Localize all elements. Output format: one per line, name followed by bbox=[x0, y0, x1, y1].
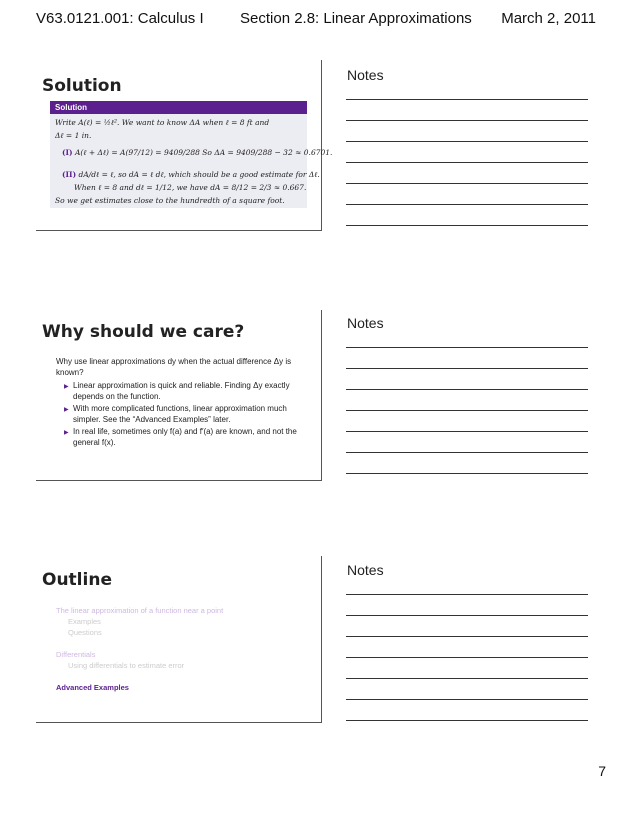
slide-outline bbox=[36, 556, 322, 723]
note-line bbox=[346, 162, 588, 163]
page-header bbox=[30, 10, 608, 30]
part-marker: (II) bbox=[62, 170, 77, 179]
bullet-icon: ▶ bbox=[64, 407, 69, 413]
note-line bbox=[346, 473, 588, 474]
note-line bbox=[346, 699, 588, 700]
note-line bbox=[346, 141, 588, 142]
note-line bbox=[346, 120, 588, 121]
solution-line-ii bbox=[62, 170, 320, 179]
note-line bbox=[346, 594, 588, 595]
note-line bbox=[346, 204, 588, 205]
outline-item: The linear approximation of a function near a point bbox=[56, 606, 224, 615]
intro-text: Why use linear approximations dy when the actual difference Δy is known? bbox=[56, 357, 292, 377]
section-title: Section 2.8: Linear Approximations bbox=[240, 10, 472, 27]
solution-line: Write A(ℓ) = ½ℓ². We want to know ΔA when ℓ = 8 ft and bbox=[55, 118, 270, 127]
note-line bbox=[346, 431, 588, 432]
outline-subitem: Using differentials to estimate error bbox=[68, 661, 185, 670]
outline-item: Differentials bbox=[56, 650, 96, 659]
bullet-item: ▶ With more complicated functions, linear approximation much simpler. See the “Advanced Examples” later. bbox=[64, 404, 287, 424]
solution-line-i bbox=[62, 148, 332, 157]
slide-title: Solution bbox=[42, 76, 122, 96]
course-title: V63.0121.001: Calculus I bbox=[36, 10, 204, 27]
solution-line: So we get estimates close to the hundredth of a square foot. bbox=[55, 196, 285, 205]
outline-subitem: Examples bbox=[68, 617, 101, 626]
note-line bbox=[346, 347, 588, 348]
note-line bbox=[346, 678, 588, 679]
bullet-icon: ▶ bbox=[64, 430, 69, 436]
outline-subitem: Questions bbox=[68, 628, 102, 637]
note-line bbox=[346, 410, 588, 411]
part-marker: (I) bbox=[62, 148, 73, 157]
note-line bbox=[346, 99, 588, 100]
bullet-item: ▶ Linear approximation is quick and reliable. Finding Δy exactly depends on the function. bbox=[64, 381, 290, 401]
bullet-icon: ▶ bbox=[64, 384, 69, 390]
outline-item-active: Advanced Examples bbox=[56, 683, 129, 692]
page-number: 7 bbox=[598, 763, 606, 779]
note-line bbox=[346, 615, 588, 616]
solution-block-title: Solution bbox=[50, 101, 307, 114]
note-line bbox=[346, 368, 588, 369]
notes-label: Notes bbox=[347, 315, 384, 331]
note-line bbox=[346, 720, 588, 721]
note-line bbox=[346, 636, 588, 637]
slide-title: Outline bbox=[42, 570, 112, 590]
slide-title: Why should we care? bbox=[42, 322, 245, 342]
solution-line: Δℓ = 1 in. bbox=[55, 131, 92, 140]
solution-line: dA/dℓ = ℓ, so dA = ℓ dℓ, which should be a good estimate for Δℓ. bbox=[78, 170, 320, 179]
note-line bbox=[346, 452, 588, 453]
header-date: March 2, 2011 bbox=[501, 10, 596, 27]
note-line bbox=[346, 657, 588, 658]
solution-line: When ℓ = 8 and dℓ = 1/12, we have dA = 8/12 = 2/3 ≈ 0.667. bbox=[74, 183, 307, 192]
note-line bbox=[346, 389, 588, 390]
note-line bbox=[346, 225, 588, 226]
solution-block bbox=[50, 101, 333, 208]
bullet-item: ▶ In real life, sometimes only f(a) and f′(a) are known, and not the general f(x). bbox=[64, 427, 297, 447]
solution-line: A(ℓ + Δℓ) = A(97/12) = 9409/288 So ΔA = 9409/288 − 32 ≈ 0.6701. bbox=[75, 148, 333, 157]
notes-label: Notes bbox=[347, 67, 384, 83]
note-line bbox=[346, 183, 588, 184]
notes-label: Notes bbox=[347, 562, 384, 578]
